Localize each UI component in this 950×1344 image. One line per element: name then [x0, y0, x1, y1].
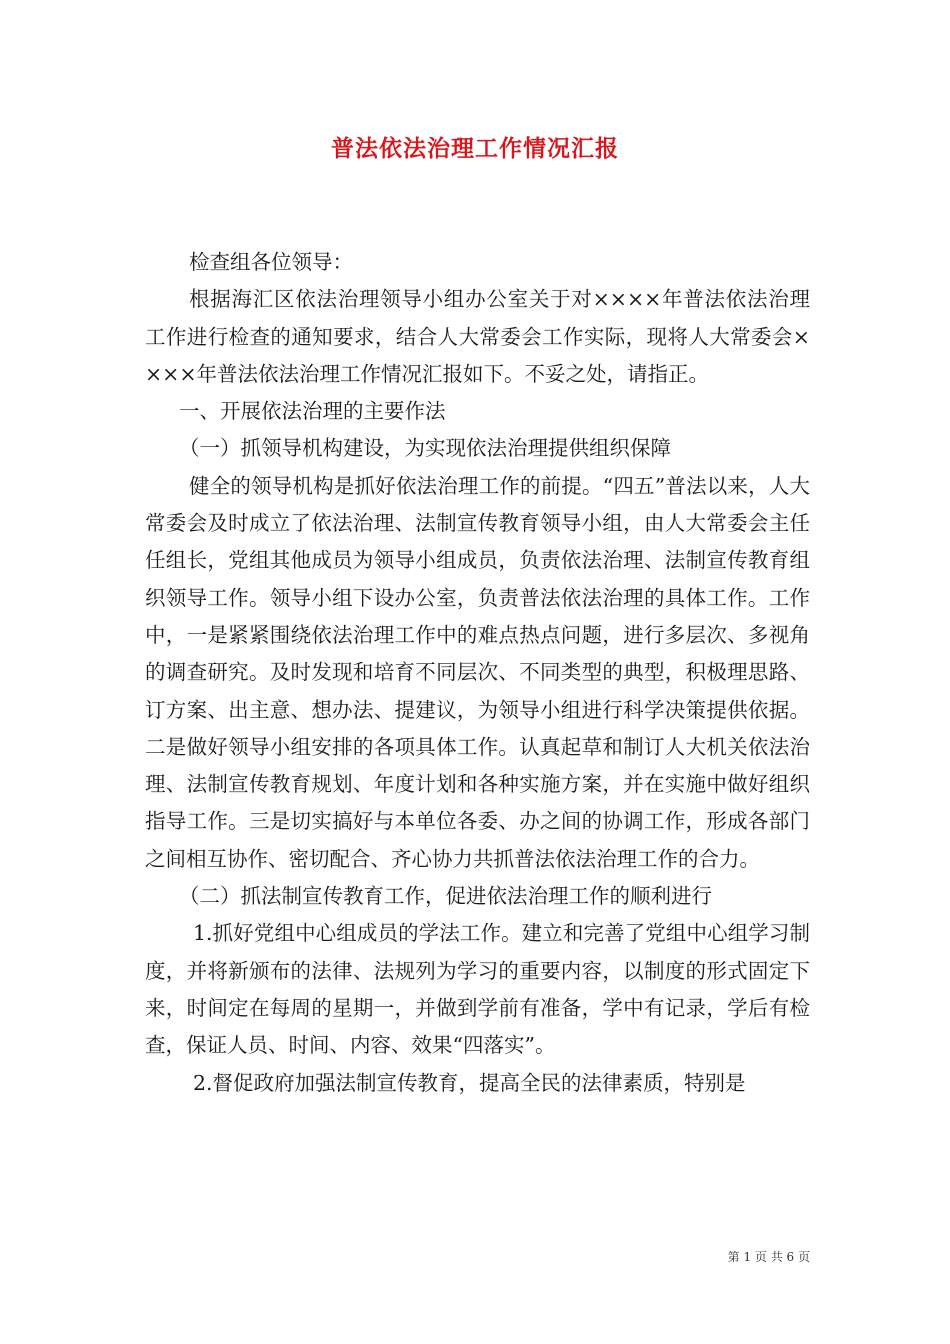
document-title: 普法依法治理工作情况汇报	[331, 135, 619, 162]
intro-paragraph: 根据海汇区依法治理领导小组办公室关于对××××年普法依法治理工作进行检查的通知要求，结合人大常委会工作实际，现将人大常委会××××年普法依法治理工作情况汇报如下。不妥之处，请指正。	[145, 287, 810, 386]
page-number: 第 1 页 共 6 页	[727, 1250, 810, 1264]
subsection-heading-1: （一）抓领导机构建设，为实现依法治理提供组织保障	[179, 436, 671, 461]
document-body	[145, 244, 810, 1102]
numbered-item-1: 1.抓好党组中心组成员的学法工作。建立和完善了党组中心组学习制度，并将新颁布的法律、法规列为学习的重要内容，以制度的形式固定下来，时间定在每周的星期一，并做到学前有准备，学中有记录，学后有检查，保证人员、时间、内容、效果“四落实”。	[145, 921, 810, 1058]
salutation: 检查组各位领导：	[189, 250, 353, 274]
numbered-item-2: 2.督促政府加强法制宣传教育，提高全民的法律素质，特别是	[193, 1070, 746, 1095]
body-paragraph: 健全的领导机构是抓好依法治理工作的前提。“四五”普法以来，人大常委会及时成立了依法治理、法制宣传教育领导小组，由人大常委会主任任组长，党组其他成员为领导小组成员，负责依法治理、法制宣传教育组织领导工作。领导小组下设办公室，负责普法依法治理的具体工作。工作中，一是紧紧围绕依法治理工作中的难点热点问题，进行多层次、多视角的调查研究。及时发现和培育不同层次、不同类型的典型，积极理思路、订方案、出主意、想办法、提建议，为领导小组进行科学决策提供依据。二是做好领导小组安排的各项具体工作。认真起草和制订人大机关依法治理、法制宣传教育规划、年度计划和各种实施方案，并在实施中做好组织指导工作。三是切实搞好与本单位各委、办之间的协调工作，形成各部门之间相互协作、密切配合、齐心协力共抓普法依法治理工作的合力。	[145, 473, 810, 871]
subsection-heading-2: （二）抓法制宣传教育工作，促进依法治理工作的顺利进行	[179, 884, 712, 909]
section-heading-1: 一、开展依法治理的主要作法	[179, 399, 446, 424]
